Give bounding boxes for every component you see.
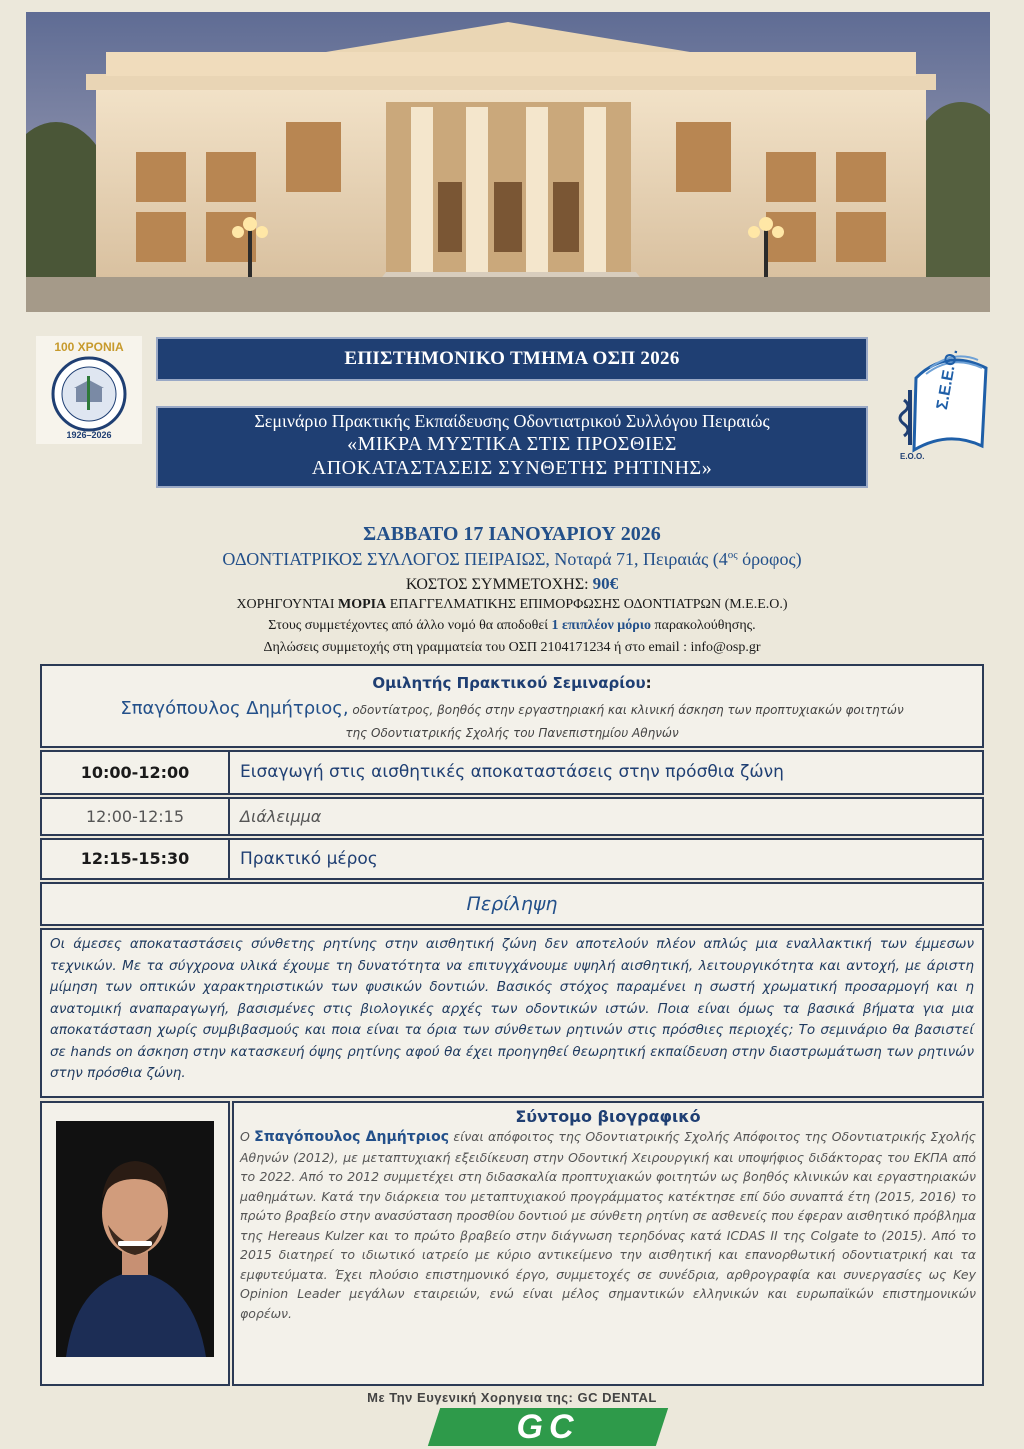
seeo-logo-text: Σ.Ε.Ε.Ο. [934, 347, 962, 411]
seminar-title-line-1: «ΜΙΚΡΑ ΜΥΣΤΙΚΑ ΣΤΙΣ ΠΡΟΣΘΙΕΣ [347, 433, 677, 455]
speaker-photo [56, 1121, 214, 1357]
speaker-line [42, 698, 982, 719]
speaker-name: Σπαγόπουλος Δημήτριος, [120, 698, 349, 719]
schedule-row-2 [40, 797, 984, 836]
gc-logo [428, 1408, 668, 1446]
credits-bold: ΜΟΡΙΑ [338, 597, 387, 612]
event-date: ΣΑΒΒΑΤΟ 17 ΙΑΝΟΥΑΡΙΟΥ 2026 [363, 523, 661, 545]
seminar-kind: Σεμινάριο Πρακτικής Εκπαίδευσης Οδοντιατρικού Συλλόγου Πειραιώς [254, 411, 770, 431]
bio-text-cell [232, 1101, 984, 1386]
schedule-time-1: 10:00-12:00 [42, 752, 230, 793]
schedule-row-1 [40, 750, 984, 795]
department-title: ΕΠΙΣΤΗΜΟΝΙΚΟ ΤΜΗΜΑ ΟΣΠ 2026 [156, 337, 868, 381]
schedule-title-2: Διάλειμμα [240, 807, 322, 826]
seeo-logo [886, 338, 996, 468]
speaker-heading-text: Ομιλητής Πρακτικού Σεμιναρίου [372, 674, 646, 692]
bio-photo-cell [40, 1101, 230, 1386]
credits-pre: ΧΟΡΗΓΟΥΝΤΑΙ [236, 597, 338, 612]
event-venue-text: ΟΔΟΝΤΙΑΤΡΙΚΟΣ ΣΥΛΛΟΓΟΣ ΠΕΙΡΑΙΩΣ, Νοταρά 71, Πειραιάς (4 [222, 549, 728, 569]
speaker-heading [42, 674, 982, 692]
speaker-box [40, 664, 984, 748]
seminar-title-line-2: ΑΠΟΚΑΤΑΣΤΑΣΕΙΣ ΣΥΝΘΕΤΗΣ ΡΗΤΙΝΗΣ» [311, 457, 713, 479]
credits-post: ΕΠΑΓΓΕΛΜΑΤΙΚΗΣ ΕΠΙΜΟΡΦΩΣΗΣ ΟΔΟΝΤΙΑΤΡΩΝ (Μ.Ε.Ε.Ο.) [386, 597, 788, 612]
event-extra-credit [0, 618, 1024, 634]
event-registration: Δηλώσεις συμμετοχής στη γραμματεία του ΟΣΠ 2104171234 ή στο email : info@osp.gr [263, 640, 761, 655]
bio-heading: Σύντομο βιογραφικό [515, 1107, 701, 1126]
hero-photo-theater [26, 12, 990, 312]
bio-lead: Ο [240, 1129, 255, 1144]
centenary-badge-logo [36, 336, 142, 444]
badge-years: 1926–2026 [66, 430, 112, 440]
schedule-row-3 [40, 838, 984, 880]
event-venue-end: όροφος) [737, 549, 802, 569]
gc-logo-text: GC [516, 1408, 580, 1446]
eoo-logo-text: Ε.Ο.Ο. [900, 452, 925, 461]
cost-value: 90€ [592, 574, 619, 593]
summary-heading: Περίληψη [466, 893, 558, 915]
badge-100-years: 100 ΧΡΟΝΙΑ [54, 340, 124, 354]
speaker-heading-colon: : [645, 674, 652, 692]
summary-box [40, 928, 984, 1098]
bio-name: Σπαγόπουλος Δημήτριος [254, 1129, 450, 1145]
bio-text [234, 1126, 982, 1324]
bio-body: είναι απόφοιτος της Οδοντιατρικής Σχολής Απόφοιτος της Οδοντιατρικής Σχολής Αθηνών (2012), με μεταπτυχιακή εξειδίκευση στην Οδοντική Χειρουργική και υποψήφιος διδάκτορας του ΕΚΠΑ από το 2022. Από το 2012 συμμετέχει στη διδασκαλία προπτυχιακών φοιτητών ως βοηθός κλινικών και εργαστηριακών μαθημάτων. Κατά την διάρκεια του μεταπτυχιακού προγράμματος κατέκτησε επί δύο συναπτά έτη (2015, 2016) το πρώτο βραβείο στην ανασύσταση προσθίου δοντιού με σύνθετη ρητίνη σε ασθενείς που έφεραν αισθητικό πρόβλημα της Hereaus Kulzer και το πρώτο βραβείο στην διάγνωση τερηδόνας κατά ICDAS II της Colgate to (2015). Από το 2015 διατηρεί το ιδιωτικό ιατρείο με κύριο αντικείμενο την αισθητική και επανορθωτική οδοντιατρική και τα εμφυτεύματα. Έχει πλούσιο επιστημονικό έργο, συμμετοχές σε συνέδρια, αρθρογραφία και συνεργασίες ως Key Opinion Leader μεγάλων εταιρειών, ενώ είναι μέλος σημαντικών ελληνικών και ευρωπαϊκών επιστημονικών φορέων. [240, 1129, 977, 1321]
schedule-title-1: Εισαγωγή στις αισθητικές αποκαταστάσεις στην πρόσθια ζώνη [240, 762, 784, 782]
sponsor-line: Με Την Ευγενική Χορηγεια της: GC DENTAL [367, 1390, 657, 1405]
extra-bold: 1 επιπλέον μόριο [551, 618, 652, 633]
schedule-time-2: 12:00-12:15 [42, 799, 230, 834]
cost-label: ΚΟΣΤΟΣ ΣΥΜΜΕΤΟΧΗΣ: [405, 576, 593, 593]
event-credits [0, 597, 1024, 613]
event-venue [0, 549, 1024, 570]
summary-text: Οι άμεσες αποκαταστάσεις σύνθετης ρητίνης στην αισθητική ζώνη δεν αποτελούν πλέον απλώς μια εναλλακτική των έμμεσων τεχνικών. Με τα σύγχρονα υλικά έχουμε τη δυνατότητα να επιτυγχάνουμε υψηλή αισθητική, λειτουργικότητα και αντοχή, με άριστη μίμηση των οπτικών χαρακτηριστικών των φυσικών δοντιών. Βασικός στόχος παραμένει η σωστή χρωματική προσαρμογή και η ανατομική αναπαραγωγή, βασισμένες στις βιολογικές αρχές των οδοντικών ιστών. Ποια είναι όμως τα βασικά βήματα για μια αποκατάσταση χωρίς συμβιβασμούς και ποια είναι τα όρια των σύνθετων ρητινών στις πρόσθιες περιοχές; Το σεμινάριο θα βασιστεί σε hands on άσκηση στην κατασκευή όψης ρητίνης αφού θα έχει προηγηθεί θεωρητική εκπαίδευση στην διαστρωμάτωση των ρητινών στην πρόσθια ζώνη. [50, 936, 974, 1081]
speaker-desc-2: της Οδοντιατρικής Σχολής του Πανεπιστημίου Αθηνών [345, 726, 679, 740]
summary-heading-box [40, 882, 984, 926]
schedule-title-3: Πρακτικό μέρος [240, 849, 378, 869]
speaker-desc-1: οδοντίατρος, βοηθός στην εργαστηριακή και κλινική άσκηση των προπτυχιακών φοιτητών [348, 703, 904, 717]
event-venue-floor-sup: ος [727, 549, 738, 561]
extra-post: παρακολούθησης. [651, 618, 756, 633]
extra-pre: Στους συμμετέχοντες από άλλο νομό θα αποδοθεί [268, 618, 552, 633]
seminar-title-box [156, 406, 868, 488]
schedule-time-3: 12:15-15:30 [42, 840, 230, 878]
event-cost [0, 574, 1024, 594]
